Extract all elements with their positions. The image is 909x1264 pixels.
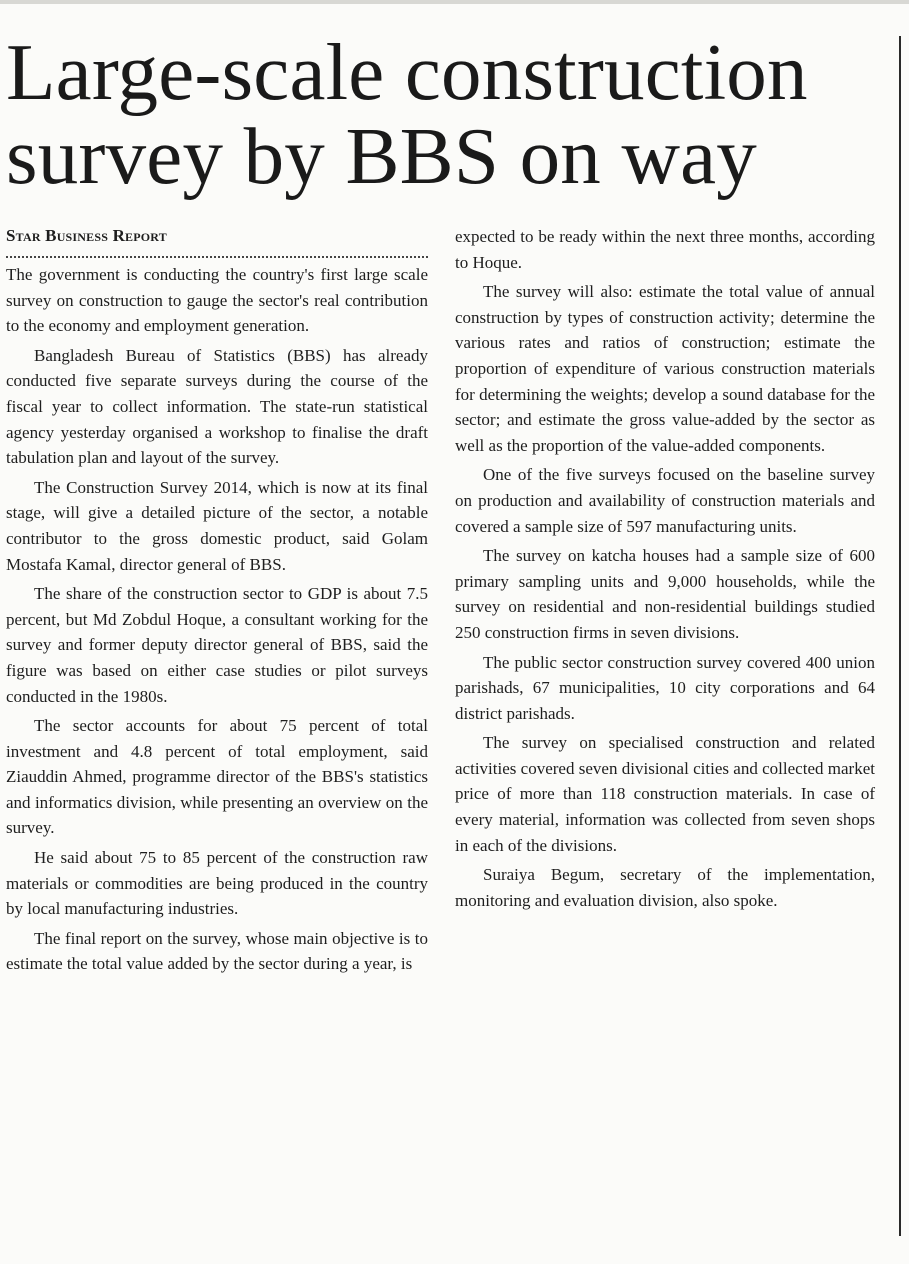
paragraph: The government is conducting the country's first large scale survey on construction to gauge the sector's real contribution to the economy and employment generation. [6,265,428,336]
paragraph: The survey on specialised construction and related activities covered seven divisional cities and collected market price of more than 118 construction materials. In case of every material, information was collected from seven shops in each of the divisions. [455,733,875,855]
paragraph: expected to be ready within the next three months, according to Hoque. [455,227,875,272]
paragraph: Suraiya Begum, secretary of the implementation, monitoring and evaluation division, also spoke. [455,865,875,910]
paragraph: The final report on the survey, whose main objective is to estimate the total value added by the sector during a year, is [6,928,428,974]
paragraph: The Construction Survey 2014, which is now at its final stage, will give a detailed picture of the sector, a notable contributor to the gross domestic product, said Golam Mostafa Kamal, director general of BBS. [6,477,428,574]
byline-divider [6,256,428,258]
byline: Star Business Report [6,226,167,245]
article-headline: Large-scale construction survey by BBS on way [6,27,808,201]
column-rule [899,36,901,1236]
paragraph: One of the five surveys focused on the baseline survey on production and availability of construction materials and covered a sample size of 597 manufacturing units. [455,465,875,536]
paragraph: The sector accounts for about 75 percent of total investment and 4.8 percent of total employment, said Ziauddin Ahmed, programme director of the BBS's statistics and informatics division, while presenting an overview on the survey. [6,716,428,838]
paragraph: The survey on katcha houses had a sample size of 600 primary sampling units and 9,000 households, while the survey on residential and non-residential buildings studied 250 construction firms in seven divisions. [455,546,875,642]
paragraph: The public sector construction survey covered 400 union parishads, 67 municipalities, 10 city corporations and 64 district parishads. [455,652,875,723]
paragraph: Bangladesh Bureau of Statistics (BBS) has already conducted five separate surveys during the course of the fiscal year to collect information. The state-run statistical agency yesterday organised a workshop to finalise the draft tabulation plan and layout of the survey. [6,345,428,468]
paragraph: He said about 75 to 85 percent of the construction raw materials or commodities are being produced in the country by local manufacturing industries. [6,848,428,919]
article-column-right [455,224,875,917]
paragraph: The survey will also: estimate the total value of annual construction by types of construction activity; determine the various rates and ratios of construction; estimate the proportion of expenditure of various construction materials for determining the weights; develop a sound database for the sector; and estimate the gross value-added by the sector as well as the proportion of the value-added components. [455,282,875,455]
article-column-left [6,224,428,981]
top-border [0,0,909,4]
paragraph: The share of the construction sector to GDP is about 7.5 percent, but Md Zobdul Hoque, a consultant working for the survey and former deputy director general of BBS, said the figure was based on either case studies or pilot surveys conducted in the 1980s. [6,584,428,706]
